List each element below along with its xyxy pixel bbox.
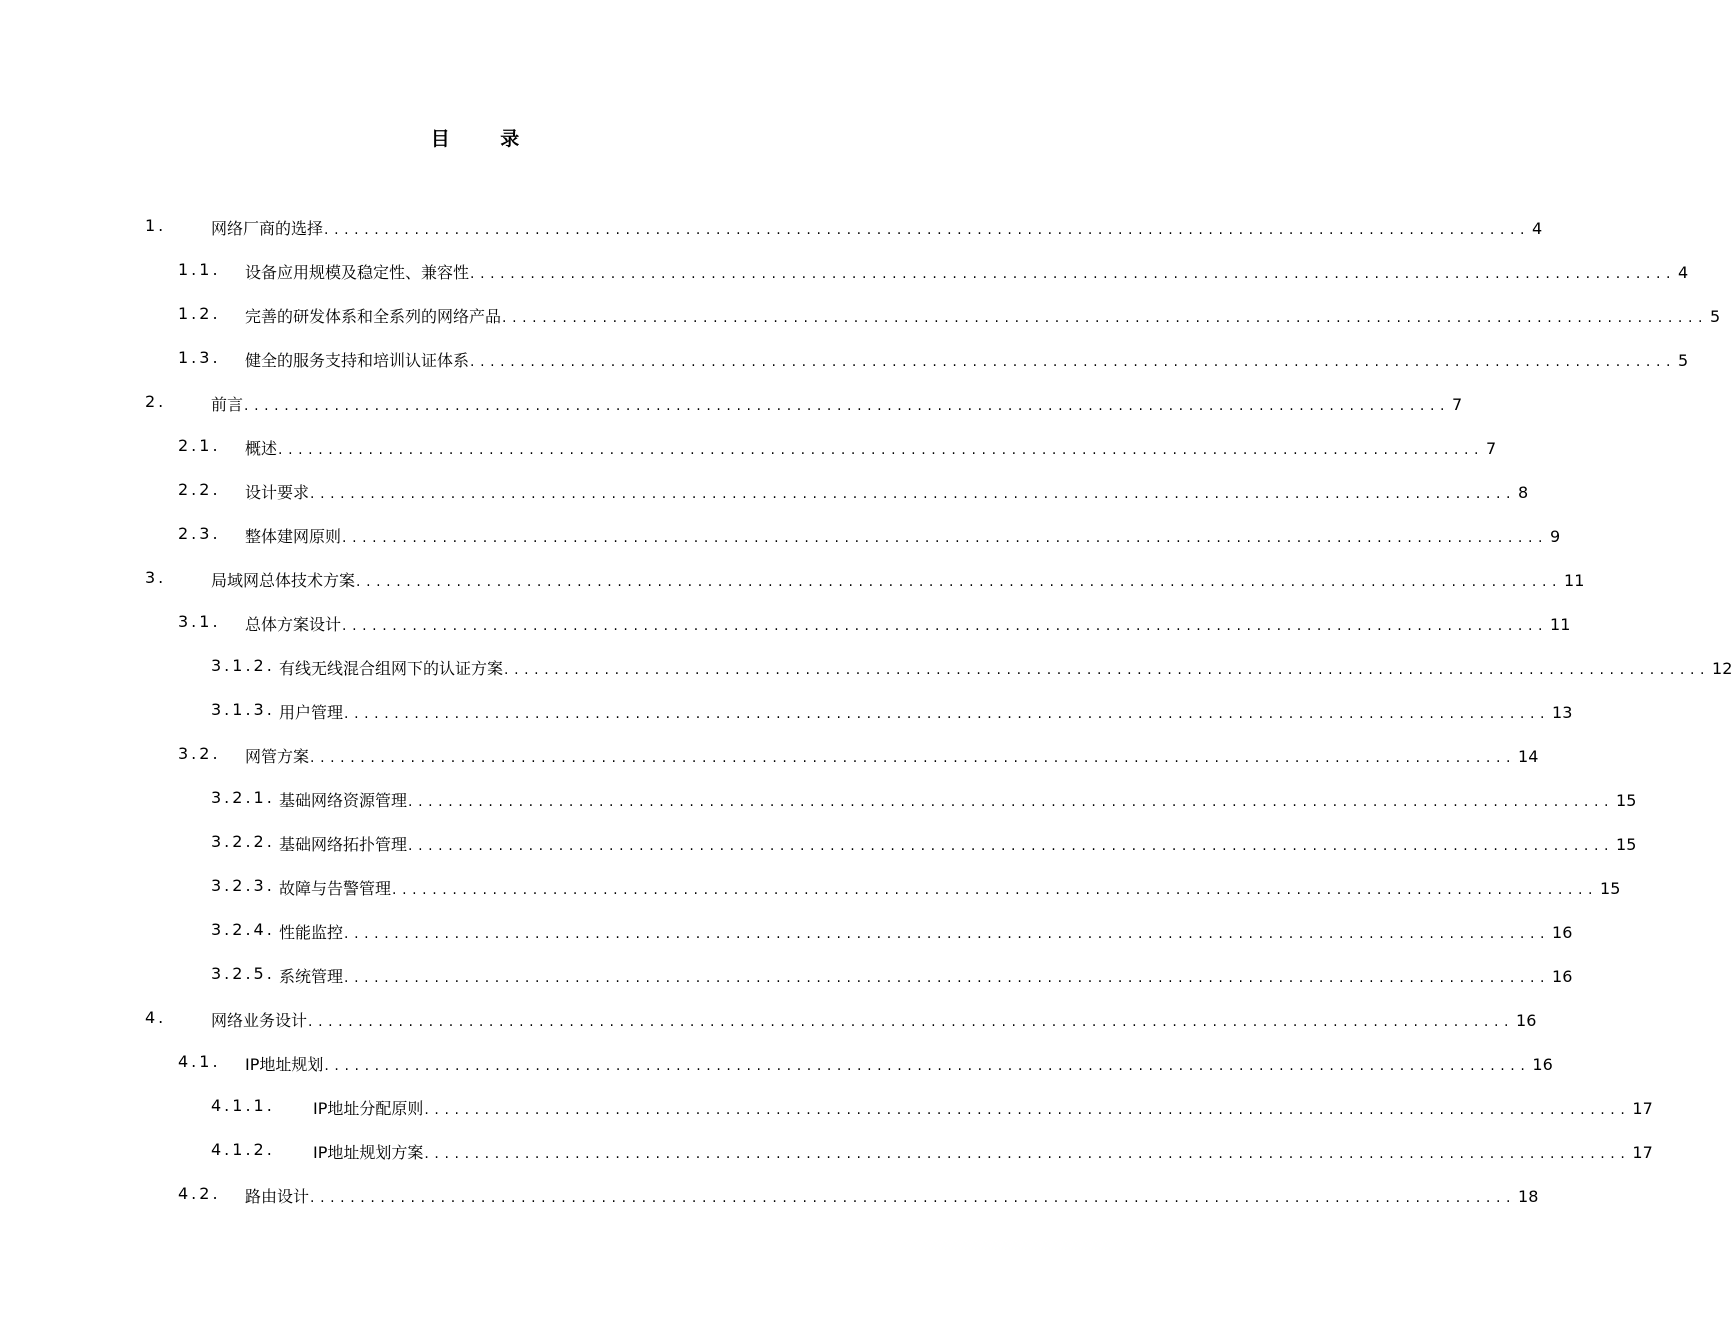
toc-entry-line [211,392,1463,415]
toc-entry-line [211,216,1543,239]
toc-entry-number: 1.1. [178,260,221,279]
toc-entry-page-number: 12 [1712,659,1732,678]
toc-entry-line [211,1008,1537,1031]
toc-entry-line [279,876,1621,899]
toc-entry-page-number: 13 [1552,703,1573,722]
toc-entry-line [245,1184,1539,1207]
toc-entry-number: 3.1.2. [211,656,275,675]
toc-entry-line [279,700,1573,723]
toc-entry[interactable] [0,602,1571,646]
toc-dot-leader: ........................................................................................................................ [324,1058,1531,1074]
toc-entry-page-number: 4 [1532,219,1543,238]
toc-entry-line [279,832,1637,855]
toc-entry-label[interactable]: 路由设计 [245,1187,310,1206]
toc-entry-page-number: 7 [1452,395,1463,414]
toc-dot-leader: ........................................................................................................................ [470,354,1677,370]
toc-entry-number: 3.2. [178,744,221,763]
toc-entry[interactable] [0,470,1529,514]
toc-entry-label[interactable]: 总体方案设计 [245,615,342,634]
toc-entry-line [279,656,1732,679]
toc-entry-number: 3.2.5. [211,964,275,983]
toc-title: 目 录 [430,128,542,150]
toc-entry-label[interactable]: IP地址分配原则 [313,1099,424,1118]
toc-entry-label[interactable]: 系统管理 [279,967,344,986]
toc-entry[interactable] [0,382,1463,426]
toc-entry[interactable] [0,426,1497,470]
toc-entry-number: 4. [145,1008,167,1027]
toc-entry-page-number: 15 [1600,879,1621,898]
toc-entry-number: 4.1.1. [211,1096,275,1115]
toc-dot-leader: ........................................................................................................................ [424,1102,1631,1118]
toc-entry[interactable] [0,294,1721,338]
toc-entry-number: 3.2.1. [211,788,275,807]
toc-dot-leader: ........................................................................................................................ [344,970,1551,986]
toc-dot-leader: ........................................................................................................................ [344,706,1551,722]
toc-entry-label[interactable]: IP地址规划 [245,1055,324,1074]
toc-entry[interactable] [0,690,1573,734]
toc-entry-number: 3. [145,568,167,587]
toc-entry-number: 1.2. [178,304,221,323]
toc-dot-leader: ........................................................................................................................ [470,266,1677,282]
toc-entry-number: 4.1. [178,1052,221,1071]
toc-entry-label[interactable]: 设计要求 [245,483,310,502]
toc-entry-label[interactable]: 完善的研发体系和全系列的网络产品 [245,307,502,326]
toc-entry-label[interactable]: 故障与告警管理 [279,879,392,898]
toc-dot-leader: ........................................................................................................................ [502,310,1709,326]
toc-entry-number: 1. [145,216,167,235]
toc-entry-line [245,524,1561,547]
toc-entry-page-number: 5 [1710,307,1721,326]
toc-entry-line [279,964,1573,987]
toc-entry-line [245,304,1721,327]
toc-dot-leader: ........................................................................................................................ [342,618,1549,634]
toc-entry[interactable] [0,646,1732,690]
toc-entry-number: 1.3. [178,348,221,367]
toc-entry[interactable] [0,910,1573,954]
toc-entry[interactable] [0,1086,1653,1130]
toc-entry-number: 4.2. [178,1184,221,1203]
toc-entry-label[interactable]: 概述 [245,439,278,458]
toc-entry-page-number: 4 [1678,263,1689,282]
toc-entry-line [279,788,1637,811]
toc-entry-label[interactable]: 局域网总体技术方案 [211,571,356,590]
toc-dot-leader: ........................................................................................................................ [342,530,1549,546]
toc-entry-number: 2.1. [178,436,221,455]
toc-entry-page-number: 17 [1632,1099,1653,1118]
toc-entry-line [245,612,1571,635]
toc-entry-label[interactable]: 前言 [211,395,244,414]
toc-entry-page-number: 16 [1552,967,1573,986]
toc-entry-label[interactable]: 用户管理 [279,703,344,722]
toc-dot-leader: ........................................................................................................................ [408,838,1615,854]
toc-entry-page-number: 16 [1516,1011,1537,1030]
toc-entry-label[interactable]: 健全的服务支持和培训认证体系 [245,351,470,370]
toc-entry-number: 3.2.2. [211,832,275,851]
toc-entry-number: 3.1.3. [211,700,275,719]
toc-entry-label[interactable]: IP地址规划方案 [313,1143,424,1162]
toc-dot-leader: ........................................................................................................................ [310,750,1517,766]
toc-dot-leader: ........................................................................................................................ [324,222,1531,238]
toc-entry[interactable] [0,514,1561,558]
toc-dot-leader: ........................................................................................................................ [504,662,1711,678]
toc-entry-page-number: 11 [1564,571,1585,590]
toc-entry-page-number: 17 [1632,1143,1653,1162]
toc-entry-label[interactable]: 网络厂商的选择 [211,219,324,238]
toc-entry-number: 4.1.2. [211,1140,275,1159]
toc-entry-line [313,1140,1653,1163]
toc-dot-leader: ........................................................................................................................ [244,398,1451,414]
toc-entry-page-number: 15 [1616,835,1637,854]
toc-dot-leader: ........................................................................................................................ [308,1014,1515,1030]
toc-dot-leader: ........................................................................................................................ [356,574,1563,590]
toc-entry[interactable] [0,734,1539,778]
toc-entry[interactable] [0,558,1585,602]
toc-entry-number: 3.2.3. [211,876,275,895]
toc-entry-line [245,348,1689,371]
toc-entry-page-number: 8 [1518,483,1529,502]
toc-entry-label[interactable]: 有线无线混合组网下的认证方案 [279,659,504,678]
toc-entry-page-number: 9 [1550,527,1561,546]
toc-entry-line [245,1052,1553,1075]
toc-entry-page-number: 18 [1518,1187,1539,1206]
toc-entry-line [245,436,1497,459]
toc-entry-number: 2.3. [178,524,221,543]
toc-entry-label[interactable]: 性能监控 [279,923,344,942]
toc-dot-leader: ........................................................................................................................ [392,882,1599,898]
toc-entry-number: 3.2.4. [211,920,275,939]
toc-dot-leader: ........................................................................................................................ [424,1146,1631,1162]
toc-entry-page-number: 15 [1616,791,1637,810]
toc-entry-page-number: 11 [1550,615,1571,634]
toc-entry-label[interactable]: 网管方案 [245,747,310,766]
table-of-contents [0,206,1732,1218]
toc-entry-label[interactable]: 设备应用规模及稳定性、兼容性 [245,263,470,282]
toc-entry-page-number: 16 [1532,1055,1553,1074]
toc-entry-line [245,744,1539,767]
toc-entry-label[interactable]: 基础网络拓扑管理 [279,835,408,854]
toc-entry-label[interactable]: 基础网络资源管理 [279,791,408,810]
toc-entry[interactable] [0,1174,1539,1218]
toc-entry-line [245,260,1689,283]
toc-entry-line [245,480,1529,503]
toc-entry-number: 2. [145,392,167,411]
toc-entry[interactable] [0,250,1689,294]
toc-entry[interactable] [0,1042,1553,1086]
toc-entry-page-number: 14 [1518,747,1539,766]
toc-entry-line [211,568,1585,591]
toc-entry-number: 2.2. [178,480,221,499]
toc-entry[interactable] [0,866,1621,910]
toc-dot-leader: ........................................................................................................................ [344,926,1551,942]
toc-dot-leader: ........................................................................................................................ [310,1190,1517,1206]
toc-entry-page-number: 7 [1486,439,1497,458]
toc-entry-label[interactable]: 网络业务设计 [211,1011,308,1030]
toc-dot-leader: ........................................................................................................................ [408,794,1615,810]
toc-dot-leader: ........................................................................................................................ [278,442,1485,458]
toc-entry[interactable] [0,338,1689,382]
toc-entry[interactable] [0,954,1573,998]
toc-entry[interactable] [0,822,1637,866]
toc-entry-line [279,920,1573,943]
toc-entry-page-number: 5 [1678,351,1689,370]
toc-entry[interactable] [0,998,1537,1042]
toc-entry-line [313,1096,1653,1119]
toc-entry[interactable] [0,206,1543,250]
toc-entry-page-number: 16 [1552,923,1573,942]
toc-dot-leader: ........................................................................................................................ [310,486,1517,502]
toc-entry[interactable] [0,778,1637,822]
toc-entry[interactable] [0,1130,1653,1174]
toc-entry-number: 3.1. [178,612,221,631]
toc-entry-label[interactable]: 整体建网原则 [245,527,342,546]
